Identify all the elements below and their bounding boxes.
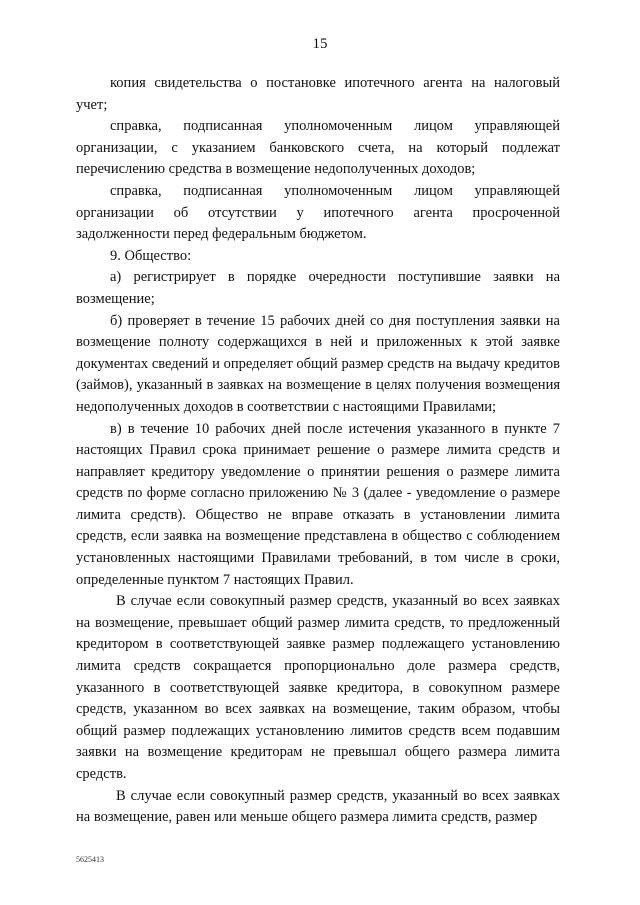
paragraph-exceeds-limit: В случае если совокупный размер средств, указанный во всех заявках на возмещение, превышает общий размер лимита средств, то предложенный кредитором в соответствующей заявке размер подлежащего установлению лимита средств сокращается пропорционально доле размера средств, указанного в соответствующей заявке кредитора, в совокупном размере средств, указанном во всех заявках на возмещение, таким образом, чтобы общий размер подлежащих установлению лимитов средств всем подавшим заявки на возмещение кредиторам не превышал общего размера лимита средств. xyxy=(76,593,560,782)
paragraph-item-v: в) в течение 10 рабочих дней после истечения указанного в пункте 7 настоящих Правил срока принимает решение о размере лимита средств и направляет кредитору уведомление о принятии решения о размере лимита средств по форме согласно приложению № 3 (далее - уведомление о размере лимита средств). Общество не вправе отказать в установлении лимита средств, если заявка на возмещение представлена в общество с соблюдением установленных настоящими Правилами требований, в том числе в сроки, определенные пунктом 7 настоящих Правил. xyxy=(76,420,560,588)
paragraph-item-a: а) регистрирует в порядке очередности поступившие заявки на возмещение; xyxy=(76,269,560,307)
paragraph-bank-account-certificate: справка, подписанная уполномоченным лицом управляющей организации, с указанием банковского счета, на который подлежат перечислению средства в возмещение недополученных доходов; xyxy=(76,118,560,178)
paragraph-item-b: б) проверяет в течение 15 рабочих дней со дня поступления заявки на возмещение полноту содержащихся в ней и приложенных к этой заявке документах сведений и определяет общий размер средств на выдачу кредитов (займов), указанный в заявках на возмещение в целях получения возмещения недополученных доходов в соответствии с настоящими Правилами; xyxy=(76,312,560,415)
paragraph-tax-certificate-copy: копия свидетельства о постановке ипотечного агента на налоговый учет; xyxy=(76,75,560,113)
paragraph-within-limit: В случае если совокупный размер средств, указанный во всех заявках на возмещение, равен или меньше общего размера лимита средств, размер xyxy=(76,787,560,826)
document-code: 5625413 xyxy=(76,855,104,864)
paragraph-no-debt-certificate: справка, подписанная уполномоченным лицом управляющей организации об отсутствии у ипотечного агента просроченной задолженности перед федеральным бюджетом. xyxy=(76,182,560,243)
document-body xyxy=(76,73,560,829)
paragraph-section-9-heading: 9. Общество: xyxy=(110,247,192,264)
page-number: 15 xyxy=(312,36,328,52)
